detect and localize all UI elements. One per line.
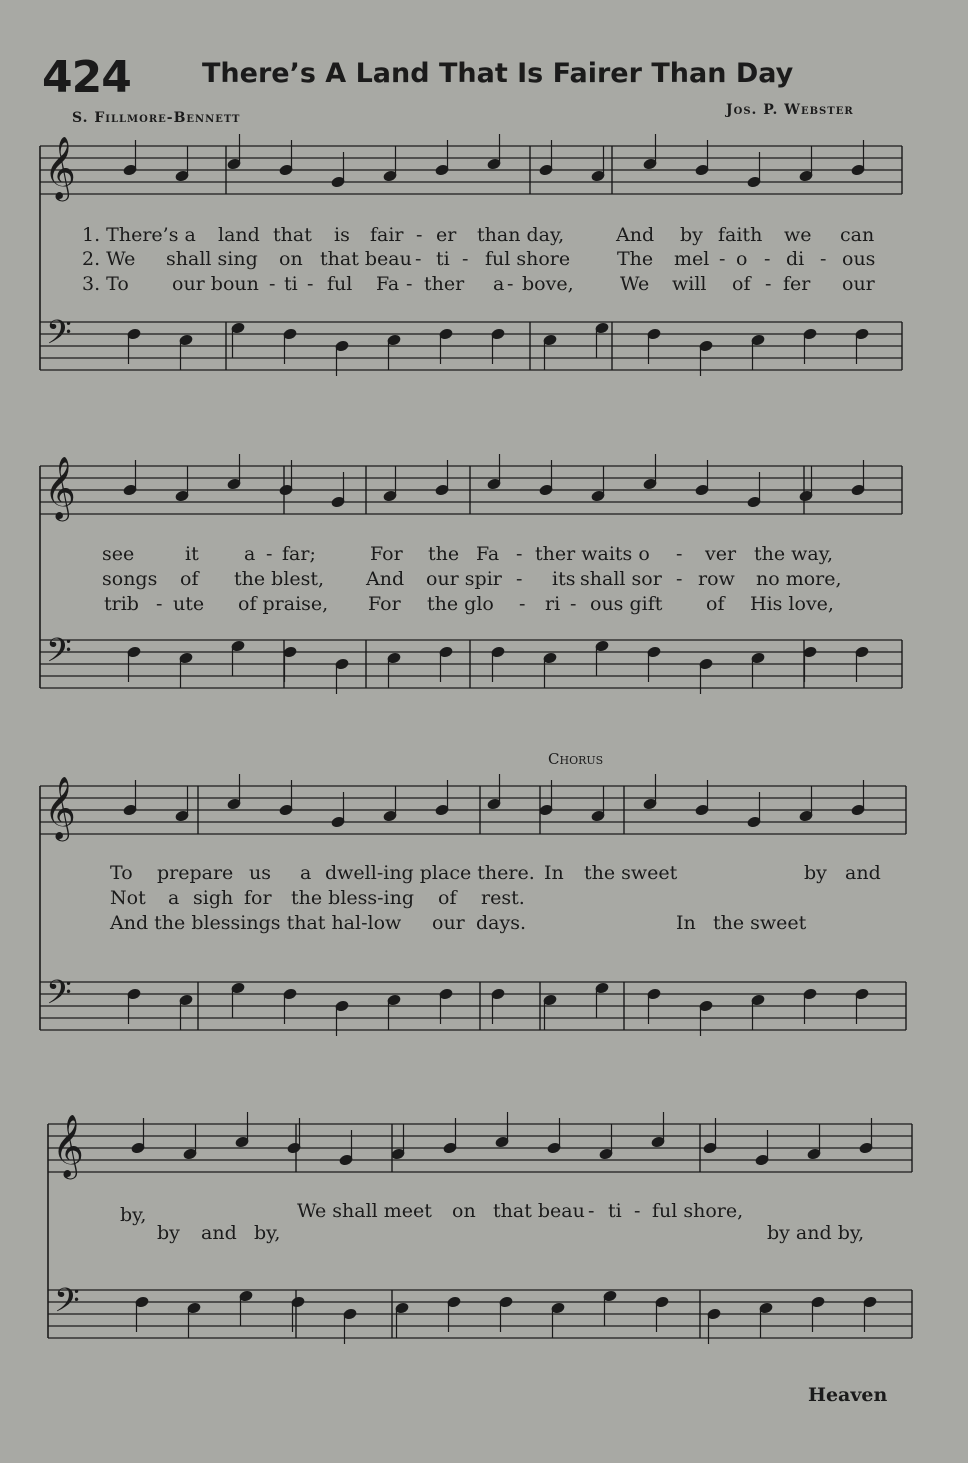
lyric: see [102,543,135,565]
lyric: its [552,568,576,590]
lyric: by and by, [767,1222,865,1244]
lyric: ful shore, [652,1200,744,1222]
lyric: And the blessings that hal-low [110,912,402,934]
bass-clef-icon: 𝄢 [46,974,72,1020]
lyric: To [110,862,133,884]
lyric: our spir [426,568,502,590]
treble-staff-4 [48,1124,912,1172]
lyric: In [544,862,564,884]
lyric: ti [436,248,450,270]
lyric: - [462,248,469,270]
lyric: ous [842,248,876,270]
treble-staff-3 [40,786,906,834]
lyric: - [676,543,683,565]
lyric: - [516,568,523,590]
lyric: of [438,887,457,909]
lyric: rest. [481,887,525,909]
lyric: And [616,224,655,246]
lyric: can [840,224,875,246]
lyric: a [244,543,256,565]
system2-verse1 [0,543,968,567]
lyric: trib [104,593,139,615]
treble-staff-1 [40,146,902,194]
treble-clef-icon: 𝄞 [44,456,76,519]
lyric: - [719,248,726,270]
lyric: our [842,273,875,295]
lyric: o [736,248,748,270]
footer-topic: Heaven [808,1384,888,1406]
lyric: ther waits o [535,543,650,565]
lyric: - [634,1200,641,1222]
chorus-label: Chorus [548,750,604,768]
lyric: the [428,543,460,565]
lyric: ver [705,543,737,565]
lyric: - [269,273,276,295]
lyric: Not [110,887,146,909]
author-credit: S. Fillmore-Bennett [72,110,241,126]
treble-clef-icon: 𝄞 [44,776,76,839]
lyric: prepare [157,862,234,884]
lyric: - [516,543,523,565]
bass-staff-3 [40,982,906,1030]
system4-line1 [0,1200,968,1224]
lyric: of praise, [238,593,329,615]
bass-staff-1 [40,322,902,370]
lyric: His love, [750,593,834,615]
lyric: by [804,862,827,884]
lyric: - [307,273,314,295]
lyric: - [676,568,683,590]
lyric: ti [284,273,298,295]
lyric: our [432,912,465,934]
lyric: We shall meet [297,1200,432,1222]
lyric: by [680,224,703,246]
lyric: of [180,568,199,590]
bass-clef-icon: 𝄢 [46,314,72,360]
lyric: on [452,1200,476,1222]
composer-credit: Jos. P. Webster [726,102,854,118]
lyric: The [617,248,654,270]
lyric: - [765,273,772,295]
lyric: by, [120,1204,147,1226]
lyric: 3. To [82,273,129,295]
system2-verse2 [0,568,968,592]
system3-verse3 [0,912,968,936]
lyric: - [570,593,577,615]
bass-staff-2 [40,640,902,688]
system4-line2 [0,1222,968,1246]
lyric: - [764,248,771,270]
lyric: And [366,568,405,590]
lyric: - [416,224,423,246]
lyric: We [620,273,650,295]
lyric: and [201,1222,237,1244]
lyric: - [820,248,827,270]
lyric: - [507,273,514,295]
treble-staff-2 [40,466,902,514]
lyric: di [786,248,805,270]
lyric: ful [327,273,353,295]
lyric: ute [173,593,205,615]
lyric: ri [545,593,561,615]
lyric: a [493,273,505,295]
lyric: by, [254,1222,281,1244]
lyric: 1. There’s a [82,224,196,246]
lyric: that beau [320,248,412,270]
lyric: songs [102,568,158,590]
hymn-number: 424 [42,52,131,103]
lyric: our boun [172,273,259,295]
lyric: the bless-ing [291,887,415,909]
system1-verse2 [0,248,968,272]
lyric: Fa [476,543,500,565]
lyric: ther [424,273,465,295]
lyric: - [519,593,526,615]
lyric: we [784,224,812,246]
lyric: the sweet [584,862,678,884]
system2-verse3 [0,593,968,617]
lyric: fair [370,224,404,246]
lyric: the glo [427,593,494,615]
lyric: for [244,887,272,909]
lyric: of [732,273,751,295]
system3-verse2 [0,887,968,911]
treble-clef-icon: 𝄞 [52,1114,84,1177]
lyric: will [672,273,707,295]
lyric: bove, [522,273,574,295]
lyric: ti [608,1200,622,1222]
lyric: by [157,1222,180,1244]
treble-clef-icon: 𝄞 [44,136,76,199]
lyric: a [300,862,312,884]
lyric: For [368,593,401,615]
system3-verse1 [0,862,968,886]
lyric: - [415,248,422,270]
lyric: sigh [193,887,234,909]
lyric: of [706,593,725,615]
lyric: shall sing [166,248,258,270]
bass-clef-icon: 𝄢 [54,1282,80,1328]
lyric: the sweet [713,912,807,934]
lyric: fer [783,273,811,295]
system1-verse1 [0,224,968,248]
lyric: the way, [754,543,833,565]
lyric: - [588,1200,595,1222]
lyric: mel [674,248,710,270]
lyric: it [185,543,199,565]
lyric: land [218,224,260,246]
bass-staff-4 [48,1290,912,1338]
lyric: In [676,912,696,934]
lyric: far; [282,543,316,565]
lyric: on [279,248,303,270]
lyric: no more, [756,568,842,590]
system1-verse3 [0,273,968,297]
lyric: that beau [493,1200,585,1222]
lyric: ful shore [485,248,571,270]
lyric: shall sor [580,568,662,590]
lyric: a [168,887,180,909]
lyric: that [273,224,312,246]
lyric: row [698,568,735,590]
lyric: er [436,224,457,246]
lyric: than day, [477,224,565,246]
lyric: - [406,273,413,295]
lyric: faith [718,224,763,246]
lyric: For [370,543,403,565]
lyric: and [845,862,881,884]
lyric: 2. We [82,248,136,270]
lyric: dwell-ing place there. [325,862,535,884]
bass-clef-icon: 𝄢 [46,632,72,678]
lyric: - [266,543,273,565]
lyric: is [334,224,350,246]
lyric: ous gift [590,593,663,615]
lyric: the blest, [234,568,325,590]
lyric: days. [476,912,527,934]
lyric: - [156,593,163,615]
lyric: Fa [376,273,400,295]
hymn-title: There’s A Land That Is Fairer Than Day [202,58,794,89]
lyric: us [249,862,271,884]
